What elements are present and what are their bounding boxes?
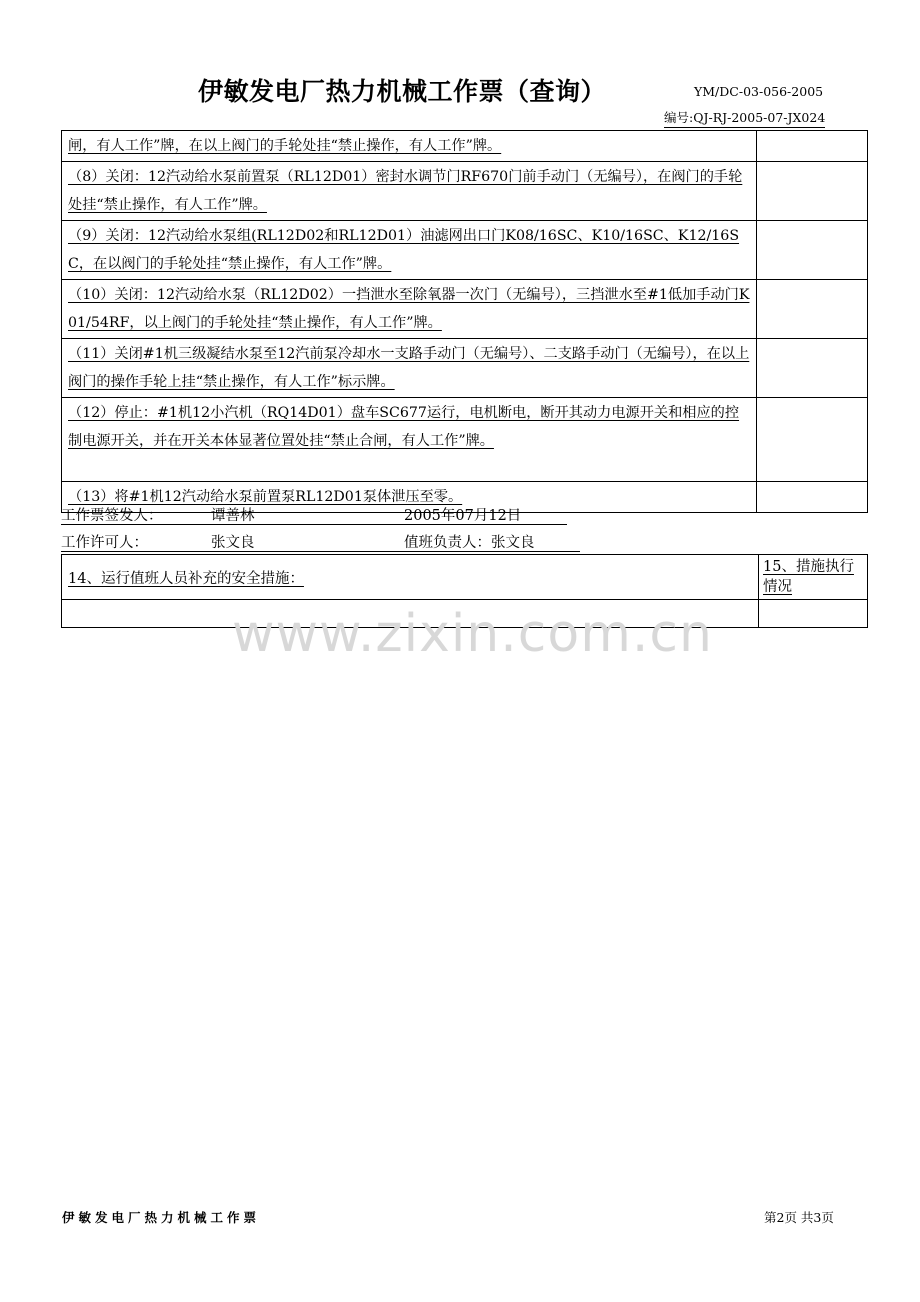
document-code: YM/DC-03-056-2005 — [694, 84, 824, 99]
permitter-label: 工作许可人： — [61, 535, 148, 551]
step-text: （10）关闭：12汽动给水泵（RL12D02）一挡泄水至除氧器一次门（无编号），三挡泄水至#1低加手动门K01/54RF，以上阀门的手轮处挂“禁止操作，有人工作”牌。 — [68, 287, 750, 331]
step-status-cell — [757, 482, 868, 513]
permitter-underline — [61, 551, 580, 552]
issuer-line — [61, 504, 581, 526]
step-text: （13）将#1机12汽动给水泵前置泵RL12D01泵体泄压至零。 — [68, 489, 463, 505]
table-row — [62, 280, 868, 339]
table-row — [62, 339, 868, 398]
step-status-cell — [757, 280, 868, 339]
step-text: （9）关闭：12汽动给水泵组(RL12D02和RL12D01）油滤网出口门K08/16SC、K10/16SC、K12/16SC，在以阀门的手轮处挂“禁止操作，有人工作”牌。 — [68, 228, 740, 272]
supplement-header-cell — [62, 555, 759, 600]
issuer-label: 工作票签发人： — [61, 508, 163, 524]
issue-date: 2005年07月12日 — [404, 508, 522, 524]
step-status-cell — [757, 398, 868, 482]
step-cell — [62, 339, 757, 398]
execution-header-cell — [759, 555, 868, 600]
step-cell — [62, 162, 757, 221]
step-text: （11）关闭#1机三级凝结水泵至12汽前泵冷却水一支路手动门（无编号）、二支路手动门（无编号），在以上阀门的操作手轮上挂“禁止操作，有人工作”标示牌。 — [68, 346, 750, 390]
step-cell — [62, 398, 757, 482]
step-status-cell — [757, 162, 868, 221]
execution-header: 15、措施执行情况 — [763, 559, 854, 595]
step-cell — [62, 280, 757, 339]
step-cell — [62, 221, 757, 280]
document-title: 伊敏发电厂热力机械工作票（查询） — [198, 77, 607, 106]
table-row — [62, 221, 868, 280]
table-row — [62, 555, 868, 600]
issuer-name: 谭善林 — [211, 508, 255, 524]
step-status-cell — [757, 221, 868, 280]
permitter-name: 张文良 — [211, 535, 255, 551]
step-status-cell — [757, 131, 868, 162]
issuer-underline — [61, 524, 567, 525]
page-number: 第2页 共3页 — [764, 1210, 834, 1225]
permitter-line — [61, 531, 591, 553]
step-status-cell — [757, 339, 868, 398]
ticket-number: 编号:QJ-RJ-2005-07-JX024 — [664, 108, 825, 128]
step-text: （12）停止：#1机12小汽机（RQ14D01）盘车SC677运行，电机断电，断开其动力电源开关和相应的控制电源开关，并在开关本体显著位置处挂“禁止合闸，有人工作”牌。 — [68, 405, 740, 449]
table-row — [62, 131, 868, 162]
footer-title: 伊敏发电厂热力机械工作票 — [62, 1210, 261, 1225]
execution-entry-cell — [759, 600, 868, 628]
step-text: 闸，有人工作”牌，在以上阀门的手轮处挂“禁止操作，有人工作”牌。 — [68, 138, 502, 154]
table-row — [62, 162, 868, 221]
table-row — [62, 398, 868, 482]
duty-supervisor: 值班负责人：张文良 — [404, 535, 535, 551]
supplement-header: 14、运行值班人员补充的安全措施： — [68, 570, 304, 587]
watermark: www.zixin.com.cn — [232, 604, 713, 664]
step-text: （8）关闭：12汽动给水泵前置泵（RL12D01）密封水调节门RF670门前手动门（无编号），在阀门的手轮处挂“禁止操作，有人工作”牌。 — [68, 169, 743, 213]
safety-steps-table — [61, 130, 868, 513]
step-cell — [62, 131, 757, 162]
